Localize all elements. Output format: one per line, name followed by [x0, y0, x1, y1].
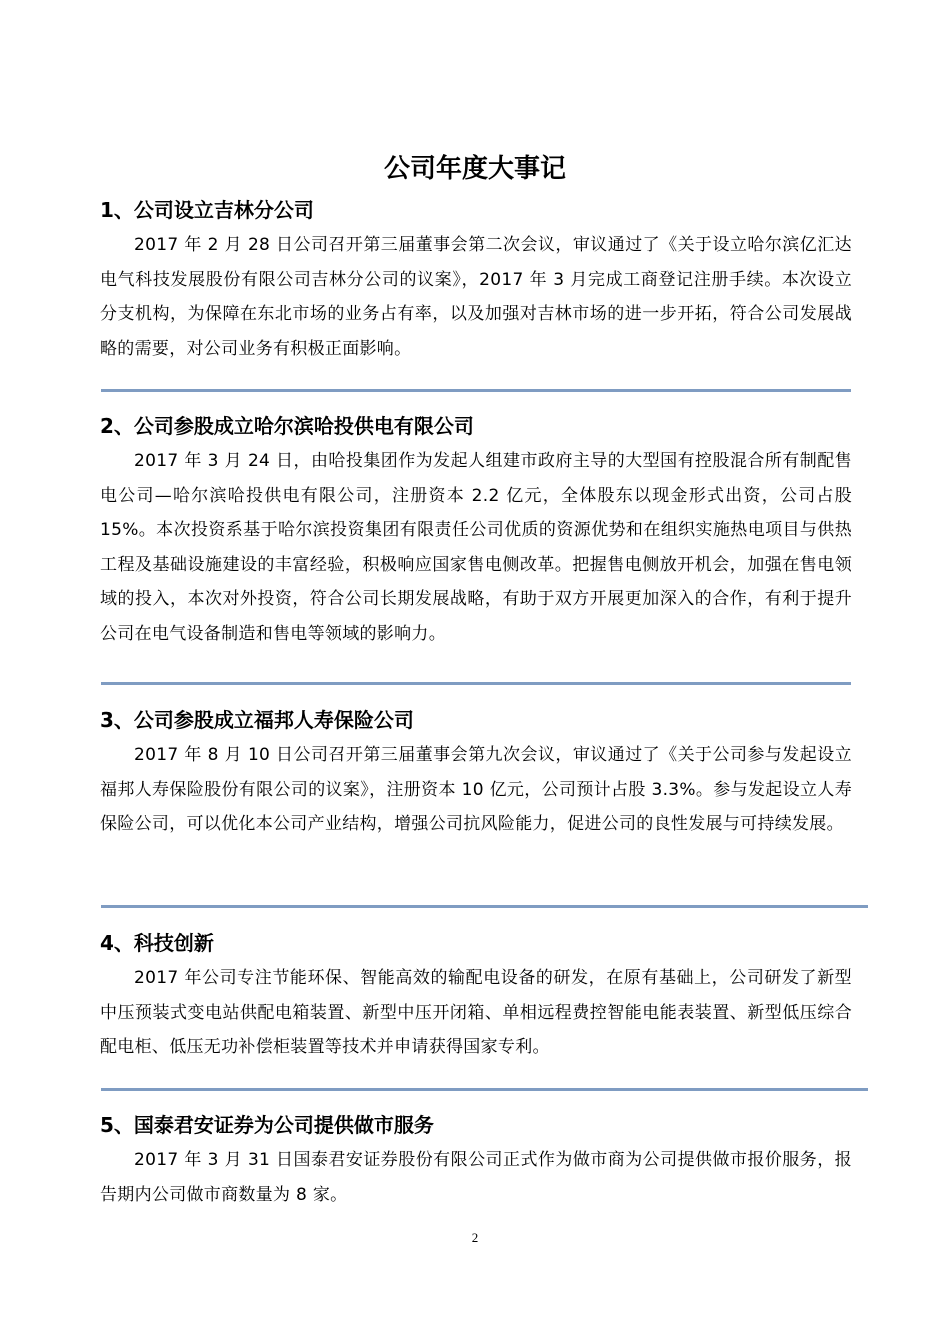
section-heading: 1、公司设立吉林分公司: [100, 198, 314, 222]
section-heading: 3、公司参股成立福邦人寿保险公司: [100, 708, 414, 732]
section-body: 2017 年 3 月 24 日，由哈投集团作为发起人组建市政府主导的大型国有控股混合所有制配售电公司—哈尔滨哈投供电有限公司，注册资本 2.2 亿元，全体股东以现金形式出资，公司占股 15%。本次投资系基于哈尔滨投资集团有限责任公司优质的资源优势和在组织实施热电项目与供热工程及基础设施建设的丰富经验，积极响应国家售电侧改革。把握售电侧放开机会，加强在售电领域的投入，本次对外投资，符合公司长期发展战略，有助于双方开展更加深入的合作，有利于提升公司在电气设备制造和售电等领域的影响力。: [100, 451, 852, 644]
section-heading: 4、科技创新: [100, 931, 214, 955]
section-tech-innovation: [100, 929, 852, 1065]
section-jilin-branch: [100, 196, 852, 366]
page-title: 公司年度大事记: [383, 154, 566, 185]
section-market-making: [100, 1111, 852, 1212]
section-body: 2017 年 8 月 10 日公司召开第三届董事会第九次会议，审议通过了《关于公司参与发起设立福邦人寿保险股份有限公司的议案》，注册资本 10 亿元，公司预计占股 3.3%。参与发起设立人寿保险公司，可以优化本公司产业结构，增强公司抗风险能力，促进公司的良性发展与可持续发展。: [100, 745, 852, 834]
section-divider: [101, 905, 868, 908]
section-heading: 2、公司参股成立哈尔滨哈投供电有限公司: [100, 414, 474, 438]
section-body: 2017 年 3 月 31 日国泰君安证券股份有限公司正式作为做市商为公司提供做市报价服务，报告期内公司做市商数量为 8 家。: [100, 1150, 852, 1205]
section-body: 2017 年 2 月 28 日公司召开第三届董事会第二次会议，审议通过了《关于设立哈尔滨亿汇达电气科技发展股份有限公司吉林分公司的议案》，2017 年 3 月完成工商登记注册手续。本次设立分支机构，为保障在东北市场的业务占有率，以及加强对吉林市场的进一步开拓，符合公司发展战略的需要，对公司业务有积极正面影响。: [100, 235, 852, 359]
section-body: 2017 年公司专注节能环保、智能高效的输配电设备的研发，在原有基础上，公司研发了新型中压预装式变电站供配电箱装置、新型中压开闭箱、单相远程费控智能电能表装置、新型低压综合配电柜、低压无功补偿柜装置等技术并申请获得国家专利。: [100, 968, 852, 1057]
section-divider: [101, 389, 851, 392]
page-number: 2: [471, 1230, 479, 1245]
section-divider: [101, 1088, 868, 1091]
section-divider: [101, 682, 851, 685]
section-heading: 5、国泰君安证券为公司提供做市服务: [100, 1113, 434, 1137]
section-fubang-insurance: [100, 706, 852, 842]
section-hatou-power: [100, 412, 852, 651]
